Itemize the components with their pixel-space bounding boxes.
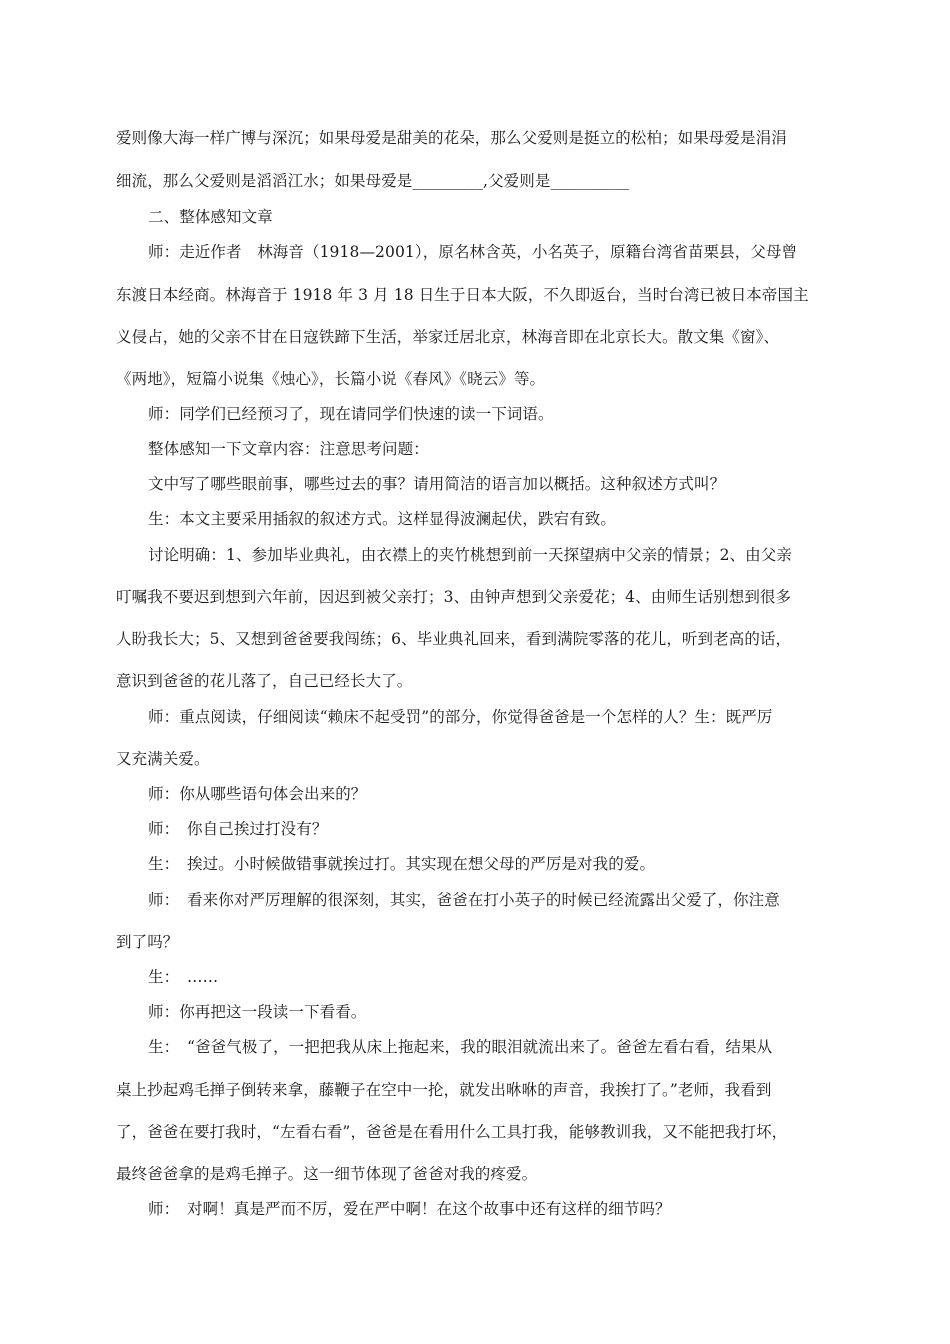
- section-heading: 二、整体感知文章: [148, 208, 273, 226]
- text-line: 讨论明确：1、参加毕业典礼，由衣襟上的夹竹桃想到前一天探望病中父亲的情景；2、由父亲: [148, 546, 792, 564]
- text-line: 了，爸爸在要打我时，“左看右看”，爸爸是在看用什么工具打我，能够教训我，又不能把我打坏，: [116, 1123, 788, 1141]
- text-line: 师：你从哪些语句体会出来的？: [148, 785, 367, 803]
- text-line: 桌上抄起鸡毛掸子倒转来拿，藤鞭子在空中一抡，就发出咻咻的声音，我挨打了。”老师，我看到: [116, 1081, 772, 1099]
- text-line: 细流，那么父爱则是滔滔江水；如果母爱是_________,父爱则是__________: [116, 172, 629, 190]
- text-line: 师： 对啊！真是严而不厉，爱在严中啊！在这个故事中还有这样的细节吗？: [148, 1200, 671, 1218]
- text-line: 人盼我长大；5、又想到爸爸要我闯练；6、毕业典礼回来，看到满院零落的花儿，听到老高的话，: [116, 630, 792, 648]
- text-line: 《两地》，短篇小说集《烛心》，长篇小说《春风》《晓云》等。: [116, 370, 546, 388]
- text-line: 爱则像大海一样广博与深沉；如果母爱是甜美的花朵，那么父爱则是挺立的松柏；如果母爱是涓涓: [116, 129, 787, 147]
- text-line: 师：同学们已经预习了，现在请同学们快速的读一下词语。: [148, 405, 554, 423]
- text-line: 生： “爸爸气极了，一把把我从床上拖起来，我的眼泪就流出来了。爸爸左看右看，结果从: [148, 1038, 773, 1056]
- text-line: 生： ……: [148, 968, 219, 986]
- text-line: 生： 挨过。小时候做错事就挨过打。其实现在想父母的严厉是对我的爱。: [148, 855, 656, 873]
- text-line: 叮嘱我不要迟到想到六年前，因迟到被父亲打；3、由钟声想到父亲爱花；4、由师生话别想到很多: [116, 588, 792, 606]
- text-line: 师： 你自己挨过打没有？: [148, 820, 328, 838]
- text-line: 师：走近作者 林海音（1918—2001），原名林含英，小名英子，原籍台湾省苗栗县，父母曾: [148, 243, 798, 261]
- text-line: 师：重点阅读，仔细阅读“赖床不起受罚”的部分，你觉得爸爸是一个怎样的人？生：既严厉: [148, 708, 773, 726]
- text-line: 到了吗？: [116, 933, 179, 951]
- text-line: 东渡日本经商。林海音于 1918 年 3 月 18 日生于日本大阪，不久即返台，当时台湾已被日本帝国主: [116, 286, 809, 304]
- text-line: 意识到爸爸的花儿落了，自己已经长大了。: [116, 672, 413, 690]
- text-line: 义侵占，她的父亲不甘在日寇铁蹄下生活，举家迁居北京，林海音即在北京长大。散文集《窗》、: [116, 328, 780, 346]
- text-line: 师： 看来你对严厉理解的很深刻，其实，爸爸在打小英子的时候已经流露出父爱了，你注意: [148, 891, 780, 909]
- text-line: 整体感知一下文章内容：注意思考问题：: [148, 440, 429, 458]
- text-line: 生：本文主要采用插叙的叙述方式。这样显得波澜起伏，跌宕有致。: [148, 510, 617, 528]
- text-line: 最终爸爸拿的是鸡毛掸子。这一细节体现了爸爸对我的疼爱。: [116, 1165, 538, 1183]
- text-line: 又充满关爱。: [116, 750, 210, 768]
- text-line: 文中写了哪些眼前事，哪些过去的事？请用简洁的语言加以概括。这种叙述方式叫？: [148, 475, 726, 493]
- text-line: 师：你再把这一段读一下看看。: [148, 1003, 367, 1021]
